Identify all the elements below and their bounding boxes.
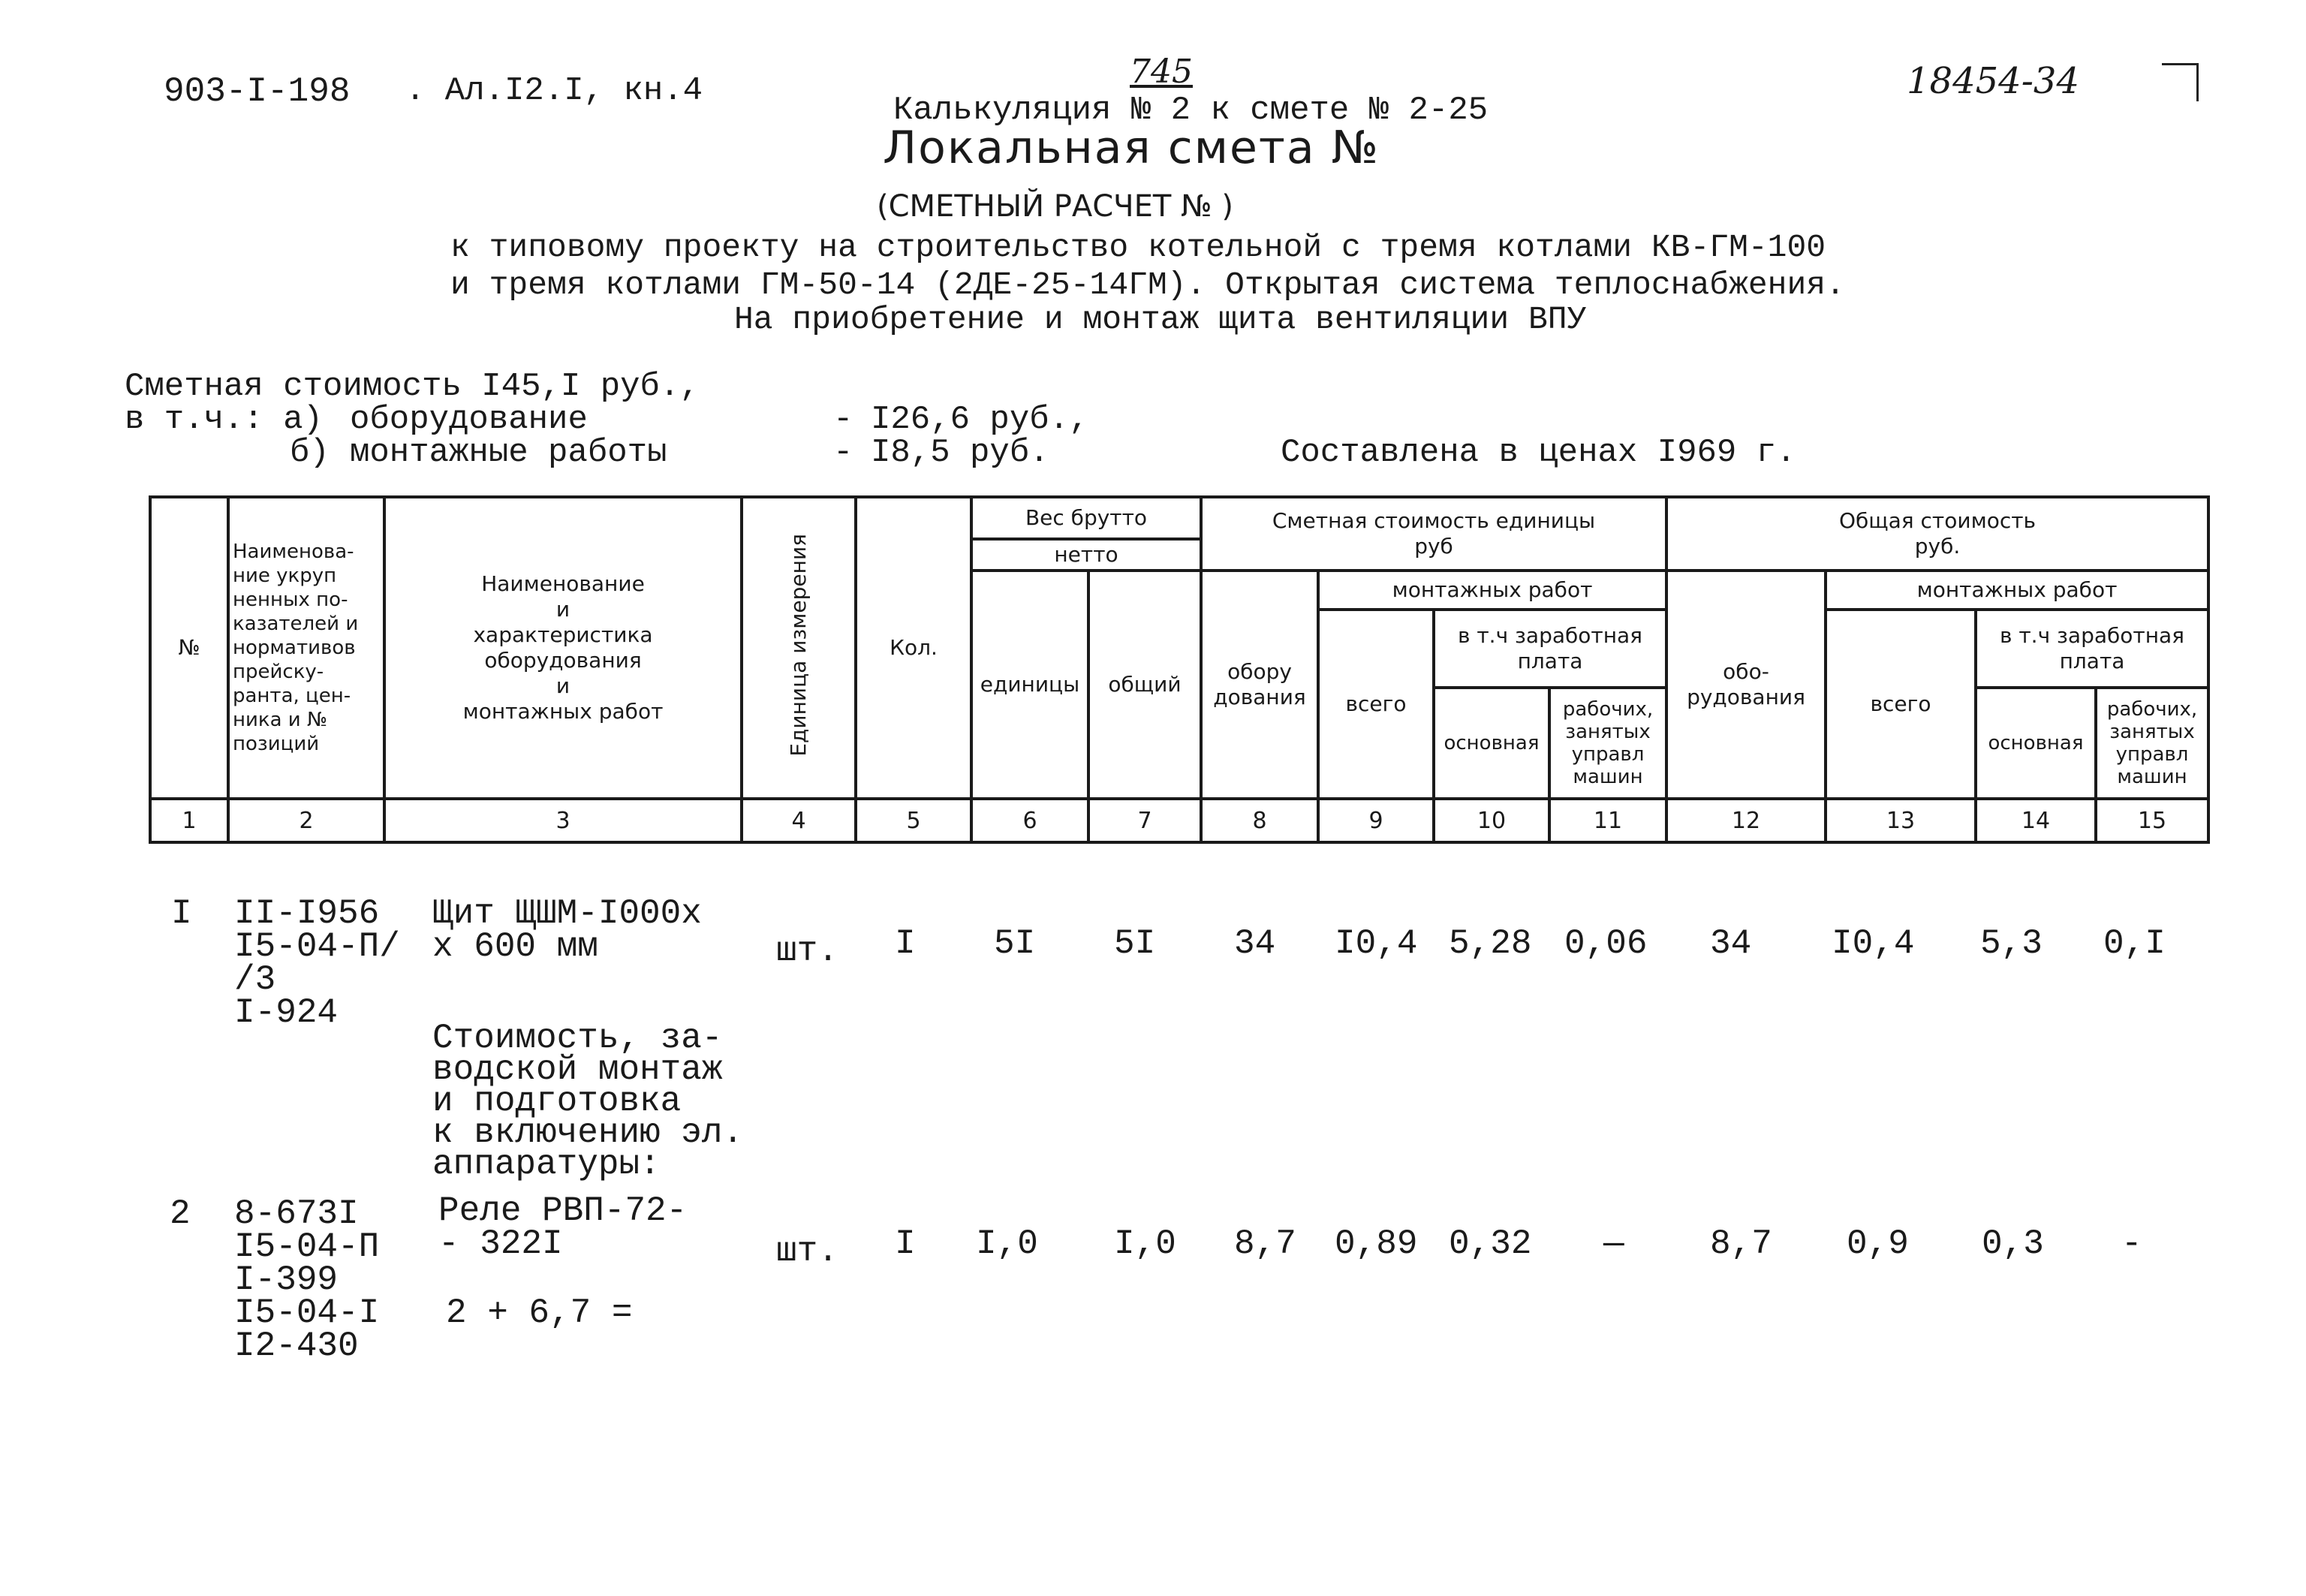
unit-cost-header xyxy=(1201,497,1666,571)
registration-number: 18454-34 xyxy=(1907,60,2079,102)
col-number: 1 xyxy=(150,799,228,842)
col-mount-basic-header: основная xyxy=(1434,688,1549,799)
row1-weight-total: 5I xyxy=(1114,924,1156,963)
col-mount-machines-header: рабочих, занятых управл машин xyxy=(1549,688,1666,799)
weight-netto-header: нетто xyxy=(971,539,1201,571)
note-line: и подготовка xyxy=(432,1082,682,1121)
col3-line-a: Наименование xyxy=(481,571,645,596)
col-total-basic-header: основная xyxy=(1976,688,2096,799)
row1-total-all: I0,4 xyxy=(1832,924,1915,963)
col-total-all-header: всего xyxy=(1826,610,1976,799)
document-subtitle: (СМЕТНЫЙ РАСЧЕТ № ) xyxy=(877,189,1233,224)
row1-equip-total: 34 xyxy=(1710,924,1752,963)
row2-formula: 2 + 6,7 = xyxy=(446,1293,633,1333)
row1-name: Щит ЩШМ-I000х xyxy=(432,894,702,933)
row1-code: /3 xyxy=(234,960,276,999)
col-no-header: № xyxy=(150,497,228,799)
row1-code: I-924 xyxy=(234,993,339,1032)
row2-name: Реле РВП-72- xyxy=(438,1191,688,1230)
row2-name: - 322I xyxy=(438,1224,563,1263)
row2-total-all: 0,9 xyxy=(1847,1224,1909,1263)
row1-code: II-I956 xyxy=(234,894,380,933)
col-number: 9 xyxy=(1318,799,1434,842)
row2-weight-total: I,0 xyxy=(1114,1224,1176,1263)
col-number: 7 xyxy=(1088,799,1201,842)
col-number: 6 xyxy=(971,799,1088,842)
col-number: 14 xyxy=(1976,799,2096,842)
col-equip-unit-header: обору дования xyxy=(1201,571,1318,799)
col-number: 11 xyxy=(1549,799,1666,842)
row1-unit: шт. xyxy=(776,932,838,971)
col-total-machines-header: рабочих, занятых управл машин xyxy=(2096,688,2208,799)
col-weight-unit-header: единицы xyxy=(971,571,1088,799)
prices-note: Составлена в ценах I969 г. xyxy=(1281,434,1796,471)
col-unit-header xyxy=(742,497,856,799)
note-line: Стоимость, за- xyxy=(432,1019,723,1058)
col-number: 2 xyxy=(228,799,384,842)
row2-total-machines: - xyxy=(2121,1224,2142,1263)
document-code: 903-I-198 xyxy=(164,72,351,111)
row2-code: I-399 xyxy=(234,1260,339,1299)
row1-code: I5-04-П/ xyxy=(234,927,400,966)
total-cost: Сметная стоимость I45,I руб., xyxy=(125,368,700,405)
project-line-2: и тремя котлами ГМ-50-14 (2ДЕ-25-14ГМ). Открытая система теплоснабжения. xyxy=(450,267,1845,303)
row2-weight-unit: I,0 xyxy=(976,1224,1038,1263)
col-number: 13 xyxy=(1826,799,1976,842)
unit-cost-rub: руб xyxy=(1414,534,1453,559)
total-cost-rub: руб. xyxy=(1914,534,1961,559)
col-number: 5 xyxy=(856,799,971,842)
row2-mount-basic: 0,32 xyxy=(1449,1224,1532,1263)
row1-no: I xyxy=(171,894,192,933)
row2-equip-total: 8,7 xyxy=(1710,1224,1772,1263)
row2-mount-machines: — xyxy=(1603,1224,1624,1263)
row2-total-basic: 0,3 xyxy=(1982,1224,2044,1263)
col-qty-header: Кол. xyxy=(856,497,971,799)
col-mount-all-header: всего xyxy=(1318,610,1434,799)
col-weight-total-header: общий xyxy=(1088,571,1201,799)
row1-qty: I xyxy=(895,924,916,963)
col3-line-d: оборудования xyxy=(484,648,642,673)
row2-code: 8-673I xyxy=(234,1194,359,1233)
row1-equip-unit: 34 xyxy=(1234,924,1276,963)
works-label: монтажные работы xyxy=(350,434,667,471)
note-line: к включению эл. xyxy=(432,1113,744,1152)
row1-total-machines: 0,I xyxy=(2103,924,2166,963)
col-number: 3 xyxy=(384,799,742,842)
row1-mount-all: I0,4 xyxy=(1335,924,1418,963)
total-salary-header: в т.ч заработная плата xyxy=(1976,610,2208,688)
row1-mount-machines: 0,06 xyxy=(1564,924,1648,963)
col-equip-total-header: обо-рудования xyxy=(1666,571,1826,799)
row2-equip-unit: 8,7 xyxy=(1234,1224,1296,1263)
page-number: 745 xyxy=(1130,53,1193,91)
col-number: 12 xyxy=(1666,799,1826,842)
row1-mount-basic: 5,28 xyxy=(1449,924,1532,963)
equipment-label: оборудование xyxy=(350,401,588,438)
row1-name: х 600 мм xyxy=(432,927,598,966)
col-codes-header: Наименова-ние укруп ненных по-казателей и нормативов прейску-ранта, цен-ника и № позиций xyxy=(228,497,384,799)
col-number: 10 xyxy=(1434,799,1549,842)
col-number: 8 xyxy=(1201,799,1318,842)
note-line: аппаратуры: xyxy=(432,1145,661,1184)
total-cost-header xyxy=(1666,497,2208,571)
col-number: 15 xyxy=(2096,799,2208,842)
row2-qty: I xyxy=(895,1224,916,1263)
row2-mount-all: 0,89 xyxy=(1335,1224,1418,1263)
estimate-table xyxy=(149,495,2210,844)
project-line-1: к типовому проекту на строительство котельной с тремя котлами КВ-ГМ-100 xyxy=(450,229,1826,266)
equipment-value: I26,6 руб., xyxy=(871,401,1089,438)
works-dash: - xyxy=(833,434,853,471)
row1-total-basic: 5,3 xyxy=(1980,924,2043,963)
col-unit-label: Единица измерения xyxy=(786,533,811,757)
row2-code: I2-430 xyxy=(234,1326,359,1366)
unit-salary-header: в т.ч заработная плата xyxy=(1434,610,1666,688)
weight-brutto-header: Вес брутто xyxy=(971,497,1201,539)
document-series: . Ал.I2.I, кн.4 xyxy=(405,72,703,110)
col3-line-f: монтажных работ xyxy=(462,699,664,724)
total-mount-header: монтажных работ xyxy=(1826,571,2208,610)
equipment-dash: - xyxy=(833,401,853,438)
col3-line-c: характеристика xyxy=(473,622,653,647)
incl-prefix: в т.ч.: а) xyxy=(125,401,324,438)
col3-line-e: и xyxy=(555,673,570,698)
col-number: 4 xyxy=(742,799,856,842)
row2-unit: шт. xyxy=(776,1232,838,1271)
col-name-header xyxy=(384,497,742,799)
works-prefix: б) xyxy=(290,434,330,471)
note-line: водской монтаж xyxy=(432,1050,723,1089)
document-title: Локальная смета № xyxy=(883,122,1380,174)
row2-code: I5-04-П xyxy=(234,1227,380,1266)
row2-code: I5-04-I xyxy=(234,1293,380,1333)
row2-no: 2 xyxy=(170,1194,191,1233)
calculation-line: Калькуляция № 2 к смете № 2-25 xyxy=(893,92,1489,129)
col3-line-b: и xyxy=(555,597,570,622)
total-cost-title: Общая стоимость xyxy=(1838,508,2037,533)
unit-mount-header: монтажных работ xyxy=(1318,571,1666,610)
works-value: I8,5 руб. xyxy=(871,434,1049,471)
project-line-3: На приобретение и монтаж щита вентиляции ВПУ xyxy=(734,301,1587,338)
row1-weight-unit: 5I xyxy=(994,924,1036,963)
corner-mark xyxy=(2162,63,2199,101)
unit-cost-title: Сметная стоимость единицы xyxy=(1272,508,1596,533)
